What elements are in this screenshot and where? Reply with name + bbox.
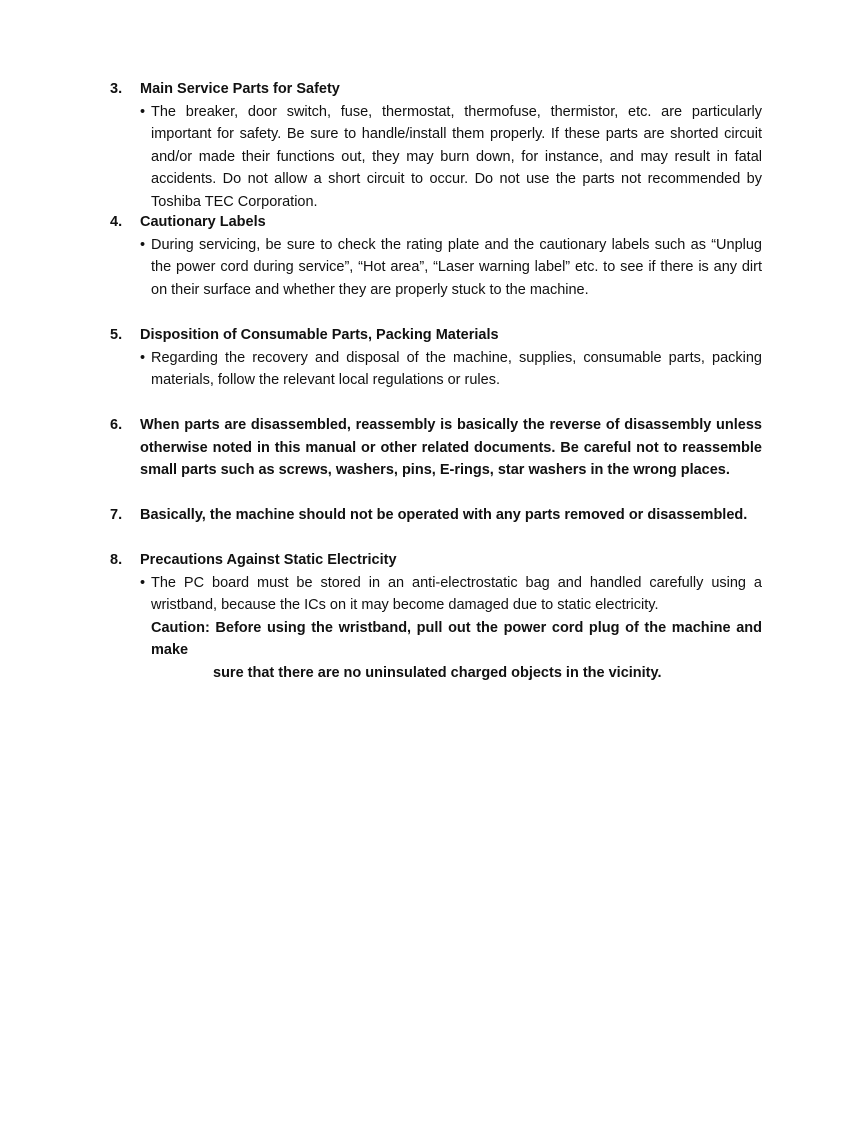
section-number: 6.: [110, 417, 123, 433]
section-text: Basically, the machine should not be operated with any parts removed or disassembled.: [140, 507, 748, 523]
section-number: 4.: [110, 214, 123, 230]
bullet-marker: •: [140, 574, 146, 591]
bullet-marker: •: [140, 236, 146, 253]
bullet-text: Regarding the recovery and disposal of the machine, supplies, consumable parts, packing materials, follow the relevant local regulations or rules.: [151, 349, 762, 389]
caution-note-continued: sure that there are no uninsulated charged objects in the vicinity.: [213, 664, 662, 681]
bullet-item: [140, 234, 762, 302]
bullet-marker: •: [140, 103, 146, 120]
bullet-item: [140, 572, 762, 617]
bullet-item: [140, 101, 762, 214]
bullet-text: The PC board must be stored in an anti-electrostatic bag and handled carefully using a wristband, because the ICs on it may become damaged due to static electricity.: [151, 574, 762, 614]
bullet-text: During servicing, be sure to check the rating plate and the cautionary labels such as “Unplug the power cord during service”, “Hot area”, “Laser warning label” etc. to see if there is any dirt on their surface and whether they are properly stuck to the machine.: [151, 236, 762, 298]
section-7: [110, 504, 762, 527]
section-heading: Precautions Against Static Electricity: [140, 552, 397, 568]
section-heading: Cautionary Labels: [140, 214, 266, 230]
section-number: 5.: [110, 327, 123, 343]
section-5: [110, 324, 762, 392]
section-heading: Main Service Parts for Safety: [140, 81, 340, 97]
section-4: [110, 211, 762, 301]
bullet-marker: •: [140, 349, 146, 366]
bullet-text: The breaker, door switch, fuse, thermostat, thermofuse, thermistor, etc. are particularly important for safety. Be sure to handle/install them properly. If these parts are shorted circuit and/or made their functions out, they may burn down, for instance, and may result in fatal accidents. Do not allow a short circuit to occur. Do not use the parts not recommended by Toshiba TEC Corporation.: [151, 103, 762, 210]
section-number: 7.: [110, 507, 123, 523]
section-6: [110, 414, 762, 482]
section-3: [110, 78, 762, 214]
section-number: 8.: [110, 552, 123, 568]
bullet-item: [140, 347, 762, 392]
section-heading: Disposition of Consumable Parts, Packing Materials: [140, 327, 499, 343]
section-text: When parts are disassembled, reassembly is basically the reverse of disassembly unless otherwise noted in this manual or other related documents. Be careful not to reassemble small parts such as screws, washers, pins, E-rings, star washers in the wrong places.: [140, 417, 762, 479]
section-number: 3.: [110, 81, 123, 97]
section-8: [110, 549, 762, 685]
caution-note: Caution: Before using the wristband, pull out the power cord plug of the machine and make: [151, 619, 762, 659]
